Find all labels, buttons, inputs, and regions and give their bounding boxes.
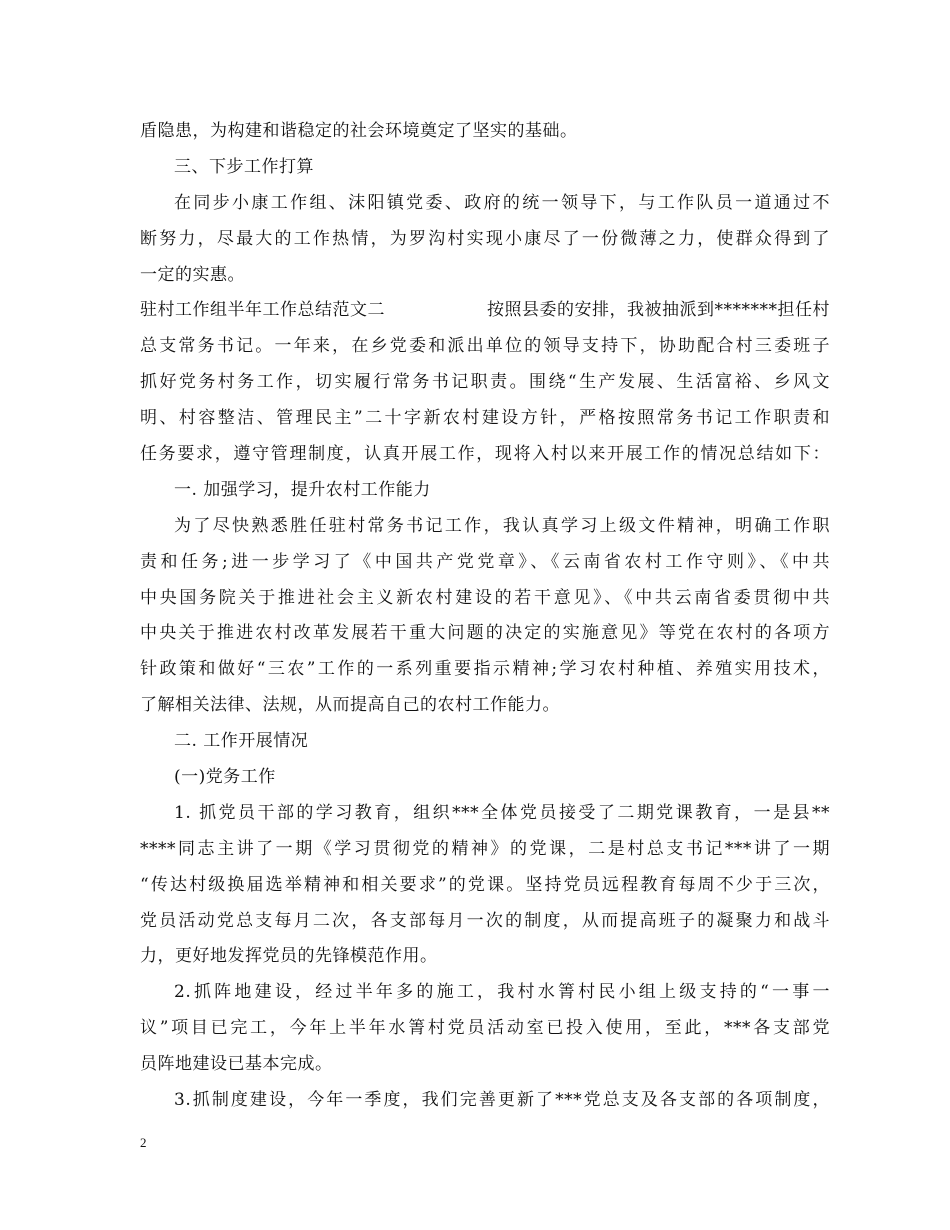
text-line: 为了尽快熟悉胜任驻村常务书记工作，我认真学习上级文件精神，明确工作职 — [174, 515, 830, 536]
text-line: 员阵地建设已基本完成。 — [140, 1054, 333, 1075]
text-line: 一定的实惠。 — [140, 264, 245, 285]
text-line: 盾隐患，为构建和谐稳定的社会环境奠定了坚实的基础。 — [140, 121, 578, 141]
section-heading: 二. 工作开展情况 — [174, 731, 309, 752]
text-line: 力，更好地发挥党员的先锋模范作用。 — [140, 946, 438, 967]
document-body — [140, 114, 830, 1119]
text-line: 针政策和做好“三农”工作的一系列重要指示精神;学习农村种植、养殖实用技术， — [140, 659, 830, 680]
section-heading: 一. 加强学习，提升农村工作能力 — [174, 479, 431, 500]
text-line: 1. 抓党员干部的学习教育，组织***全体党员接受了二期党课教育，一是县** — [174, 802, 830, 823]
section-heading: 三、下步工作打算 — [174, 156, 314, 177]
text-line: 中央关于推进农村改革发展若干重大问题的决定的实施意见》等党在农村的各项方 — [140, 623, 830, 644]
page-number: 2 — [140, 1135, 147, 1150]
text-line: 中央国务院关于推进社会主义新农村建设的若干意见》、《中共云南省委贯彻中共 — [140, 587, 830, 608]
subsection-heading: (一)党务工作 — [174, 767, 276, 788]
title-line — [140, 293, 830, 329]
document-title: 驻村工作组半年工作总结范文二 — [140, 300, 385, 321]
text-line: 总支常务书记。一年来，在乡党委和派出单位的领导支持下，协助配合村三委班子 — [140, 336, 830, 357]
text-line: 在同步小康工作组、沫阳镇党委、政府的统一领导下，与工作队员一道通过不 — [174, 192, 830, 213]
text-line: 明、村容整洁、管理民主”二十字新农村建设方针，严格按照常务书记工作职责和 — [140, 408, 830, 429]
text-line: 3.抓制度建设，今年一季度，我们完善更新了***党总支及各支部的各项制度， — [174, 1090, 830, 1111]
text-line: 按照县委的安排，我被抽派到*******担任村 — [487, 300, 830, 321]
text-line: 了解相关法律、法规，从而提高自己的农村工作能力。 — [140, 695, 560, 716]
text-line: 2.抓阵地建设，经过半年多的施工，我村水箐村民小组上级支持的“一事一 — [174, 982, 830, 1003]
text-line: 抓好党务村务工作，切实履行常务书记职责。围绕“生产发展、生活富裕、乡风文 — [140, 372, 830, 393]
text-line: ****同志主讲了一期《学习贯彻党的精神》的党课，二是村总支书记***讲了一期 — [140, 838, 830, 859]
text-line: “传达村级换届选举精神和相关要求”的党课。坚持党员远程教育每周不少于三次， — [140, 874, 830, 895]
text-line: 任务要求，遵守管理制度，认真开展工作，现将入村以来开展工作的情况总结如下： — [140, 444, 830, 465]
text-line: 党员活动党总支每月二次，各支部每月一次的制度，从而提高班子的凝聚力和战斗 — [140, 910, 830, 931]
text-line: 断努力，尽最大的工作热情，为罗沟村实现小康尽了一份微薄之力，使群众得到了 — [140, 228, 830, 249]
text-line: 议”项目已完工，今年上半年水箐村党员活动室已投入使用，至此，***各支部党 — [140, 1018, 830, 1039]
text-line: 责和任务;进一步学习了《中国共产党党章》、《云南省农村工作守则》、《中共 — [140, 551, 830, 572]
